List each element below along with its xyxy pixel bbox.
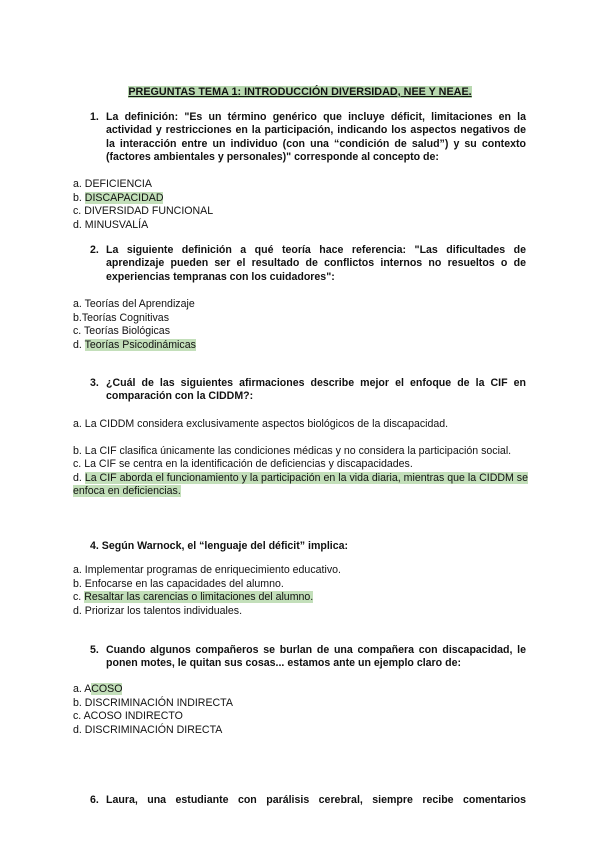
question-number: 3. (90, 377, 99, 389)
question-2 (90, 244, 526, 284)
option-c[interactable]: c. DIVERSIDAD FUNCIONAL (73, 205, 214, 218)
option-c[interactable]: c. La CIF se centra en la identificación de deficiencias y discapacidades. (73, 458, 413, 471)
option-d[interactable]: d. DISCRIMINACIÓN DIRECTA (73, 723, 223, 736)
question-1 (90, 111, 526, 165)
option-b[interactable]: b. Enfocarse en las capacidades del alumno. (73, 577, 284, 590)
option-d-correct[interactable]: d. La CIF aborda el funcionamiento y la participación en la vida diaria, mientras que la CIDDM se enfoca en deficiencias. (73, 471, 528, 498)
options-2 (73, 298, 528, 352)
option-a-correct[interactable]: a. ACOSO (73, 683, 123, 695)
question-number: 2. (90, 244, 99, 256)
option-a[interactable]: a. La CIDDM considera exclusivamente aspectos biológicos de la discapacidad. (73, 418, 449, 430)
options-4 (73, 564, 528, 618)
question-5 (90, 644, 526, 671)
options-1 (73, 178, 528, 232)
options-5 (73, 683, 528, 737)
question-text: ¿Cuál de las siguientes afirmaciones describe mejor el enfoque de la CIF en comparación con la CIDDM?: (106, 377, 526, 403)
option-b[interactable]: b. La CIF clasifica únicamente las condiciones médicas y no considera la participación social. (73, 444, 512, 457)
option-d[interactable]: d. MINUSVALÍA (73, 218, 149, 231)
option-b[interactable]: b.Teorías Cognitivas (73, 311, 169, 324)
question-number: 4. (90, 540, 99, 552)
question-number: 1. (90, 111, 99, 123)
option-a[interactable]: a. Implementar programas de enriquecimiento educativo. (73, 564, 341, 576)
question-text: La siguiente definición a qué teoría hace referencia: "Las dificultades de aprendizaje pueden ser el resultado de conflictos internos no resueltos o de experiencias tempranas con los cuidadores": (106, 244, 526, 283)
option-d[interactable]: d. Priorizar los talentos individuales. (73, 604, 243, 617)
option-c-correct[interactable]: c. Resaltar las carencias o limitaciones del alumno. (73, 591, 314, 604)
page-title: PREGUNTAS TEMA 1: INTRODUCCIÓN DIVERSIDAD, NEE Y NEAE. (128, 86, 472, 98)
option-c[interactable]: c. ACOSO INDIRECTO (73, 710, 183, 723)
question-3 (90, 377, 526, 404)
option-a[interactable]: a. DEFICIENCIA (73, 178, 152, 190)
question-number: 6. (90, 794, 99, 806)
question-number: 5. (90, 644, 99, 656)
question-6 (90, 794, 526, 807)
option-b-correct[interactable]: b. DISCAPACIDAD (73, 191, 164, 204)
option-a[interactable]: a. Teorías del Aprendizaje (73, 298, 195, 310)
option-c[interactable]: c. Teorías Biológicas (73, 325, 170, 338)
options-3 (73, 418, 528, 499)
question-4 (90, 540, 530, 554)
option-b[interactable]: b. DISCRIMINACIÓN INDIRECTA (73, 696, 233, 709)
option-d-correct[interactable]: d. Teorías Psicodinámicas (73, 338, 196, 351)
question-text: Cuando algunos compañeros se burlan de una compañera con discapacidad, le ponen motes, le quitan sus cosas... estamos ante un ejemplo claro de: (106, 644, 526, 670)
question-text: Según Warnock, el “lenguaje del déficit” implica: (101, 540, 349, 552)
question-text: Laura, una estudiante con parálisis cerebral, siempre recibe comentarios (106, 794, 526, 806)
question-text: La definición: "Es un término genérico que incluye déficit, limitaciones en la actividad y restricciones en la participación, indicando los aspectos negativos de la interacción entre un individuo (con una “condición de salud”) y su contexto (factores ambientales y personales)" corresponde al concepto de: (106, 111, 526, 164)
